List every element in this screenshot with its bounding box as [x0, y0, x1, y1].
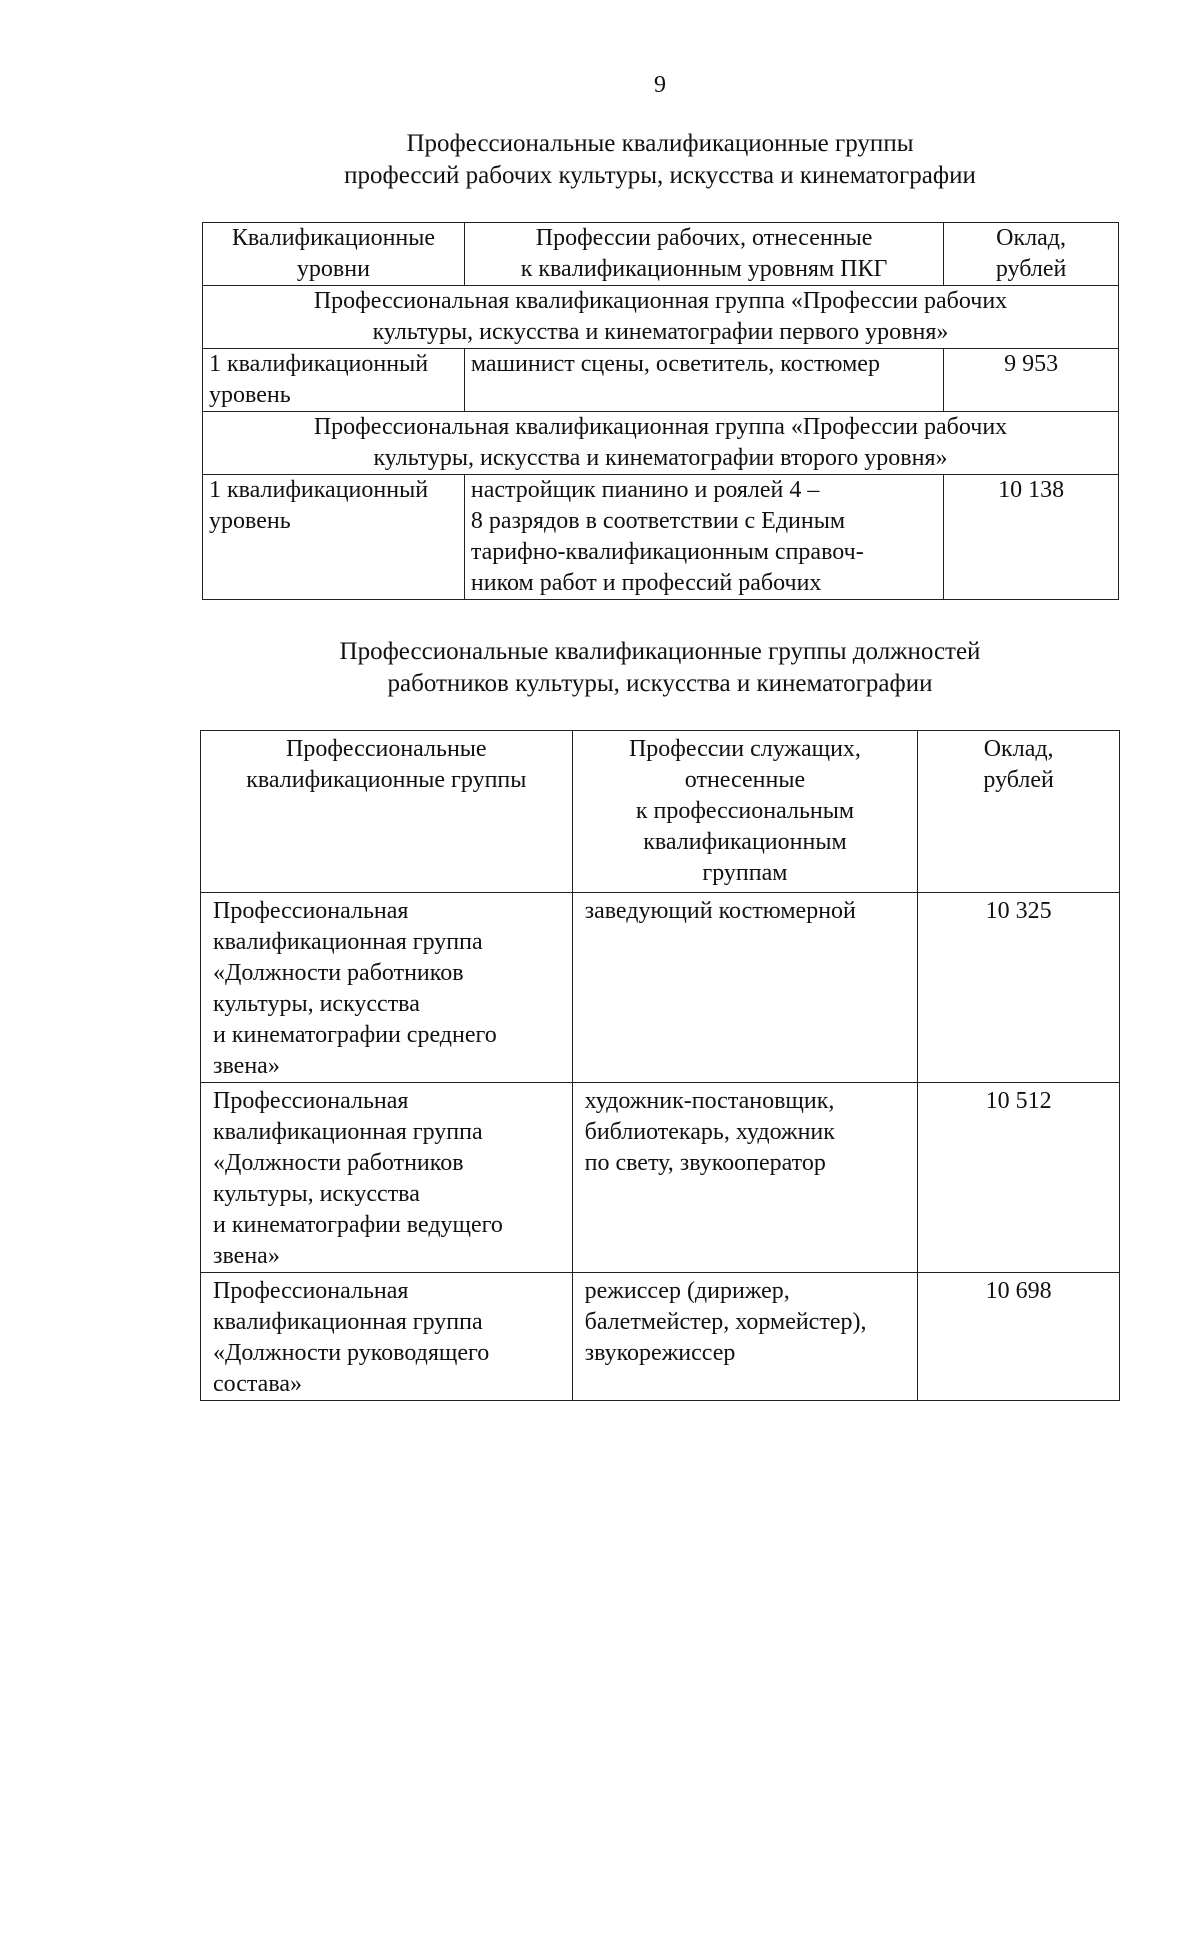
profession-text: по свету, звукооператор [584, 1150, 826, 1176]
group-cell [201, 1273, 573, 1401]
group-text: звена» [213, 1053, 280, 1079]
header-salary-cell [944, 223, 1119, 286]
header-profession-cell [572, 731, 918, 893]
salary-cell: 10 325 [918, 893, 1120, 1083]
table-row [201, 1083, 1120, 1273]
title-line: Профессиональные квалификационные группы [406, 130, 914, 157]
title-line: профессий рабочих культуры, искусства и кинематографии [344, 162, 976, 189]
profession-text: заведующий костюмерной [584, 898, 856, 924]
profession-cell [572, 1083, 918, 1273]
level-cell [203, 349, 465, 412]
profession-cell [464, 475, 943, 600]
group-heading-row [203, 286, 1119, 349]
header-text: Оклад, [996, 225, 1067, 251]
workers-salary-table [202, 222, 1119, 600]
profession-text: художник-постановщик, [584, 1088, 835, 1114]
group-text: Профессиональная [213, 1088, 409, 1114]
salary-cell: 10 698 [918, 1273, 1120, 1401]
group-text: квалификационная группа [213, 929, 483, 955]
header-text: уровни [296, 256, 370, 282]
profession-text: библиотекарь, художник [584, 1119, 835, 1145]
header-text: рублей [995, 256, 1067, 282]
group-text: и кинематографии среднего [213, 1022, 497, 1048]
header-text: к квалификационным уровням ПКГ [520, 256, 888, 282]
group-text: и кинематографии ведущего [213, 1212, 503, 1238]
header-text: Оклад, [983, 736, 1054, 762]
group-text: звена» [213, 1243, 280, 1269]
header-profession-cell [464, 223, 943, 286]
level-cell [203, 475, 465, 600]
profession-text: машинист сцены, осветитель, костюмер [470, 351, 880, 377]
header-text: Профессиональные [286, 736, 487, 762]
group-heading-text: культуры, искусства и кинематографии второго уровня» [373, 445, 948, 471]
group-text: «Должности руководящего [213, 1340, 490, 1366]
group-text: «Должности работников [213, 1150, 464, 1176]
level-text: 1 квалификационный [209, 351, 429, 377]
table-header-row [203, 223, 1119, 286]
group-text: «Должности работников [213, 960, 464, 986]
group-text: квалификационная группа [213, 1309, 483, 1335]
group-text: Профессиональная [213, 898, 409, 924]
group-text: состава» [213, 1371, 303, 1397]
section-title-workers [0, 128, 1200, 192]
level-text: уровень [209, 508, 291, 534]
table-row [201, 1273, 1120, 1401]
group-heading-cell [203, 286, 1119, 349]
header-text: рублей [983, 767, 1054, 793]
group-heading-row [203, 412, 1119, 475]
header-salary-cell [918, 731, 1120, 893]
group-heading-cell [203, 412, 1119, 475]
table-row [203, 475, 1119, 600]
group-heading-text: Профессиональная квалификационная группа «Профессии рабочих [313, 414, 1008, 440]
group-text: культуры, искусства [213, 1181, 420, 1207]
group-text: культуры, искусства [213, 991, 420, 1017]
level-text: уровень [209, 382, 291, 408]
header-group-cell [201, 731, 573, 893]
header-text: Профессии служащих, [628, 736, 861, 762]
profession-text: настройщик пианино и роялей 4 – [470, 477, 820, 503]
title-line: работников культуры, искусства и кинематографии [387, 670, 933, 697]
group-heading-text: Профессиональная квалификационная группа «Профессии рабочих [313, 288, 1008, 314]
page-number: 9 [654, 72, 666, 98]
profession-cell [572, 893, 918, 1083]
header-text: квалификационные группы [246, 767, 527, 793]
salary-cell: 10 512 [918, 1083, 1120, 1273]
profession-text: звукорежиссер [584, 1340, 736, 1366]
employees-salary-table [200, 730, 1120, 1401]
profession-cell [572, 1273, 918, 1401]
header-text: группам [702, 860, 788, 886]
profession-text: тарифно-квалификационным справоч- [470, 539, 864, 565]
table-header-row [201, 731, 1120, 893]
table-row [201, 893, 1120, 1083]
title-line: Профессиональные квалификационные группы должностей [339, 638, 981, 665]
profession-cell [464, 349, 943, 412]
profession-text: балетмейстер, хормейстер), [584, 1309, 867, 1335]
table-row [203, 349, 1119, 412]
group-cell [201, 1083, 573, 1273]
header-text: к профессиональным [635, 798, 855, 824]
header-text: квалификационным [643, 829, 847, 855]
profession-text: 8 разрядов в соответствии с Единым [470, 508, 846, 534]
salary-cell: 10 138 [944, 475, 1119, 600]
group-heading-text: культуры, искусства и кинематографии первого уровня» [372, 319, 949, 345]
header-text: Квалификационные [231, 225, 436, 251]
profession-text: режиссер (дирижер, [584, 1278, 790, 1304]
group-text: квалификационная группа [213, 1119, 483, 1145]
section-title-employees [0, 636, 1200, 700]
profession-text: ником работ и профессий рабочих [470, 570, 822, 596]
header-level-cell [203, 223, 465, 286]
header-text: отнесенные [684, 767, 806, 793]
level-text: 1 квалификационный [209, 477, 429, 503]
salary-cell: 9 953 [944, 349, 1119, 412]
group-text: Профессиональная [213, 1278, 409, 1304]
header-text: Профессии рабочих, отнесенные [535, 225, 873, 251]
group-cell [201, 893, 573, 1083]
